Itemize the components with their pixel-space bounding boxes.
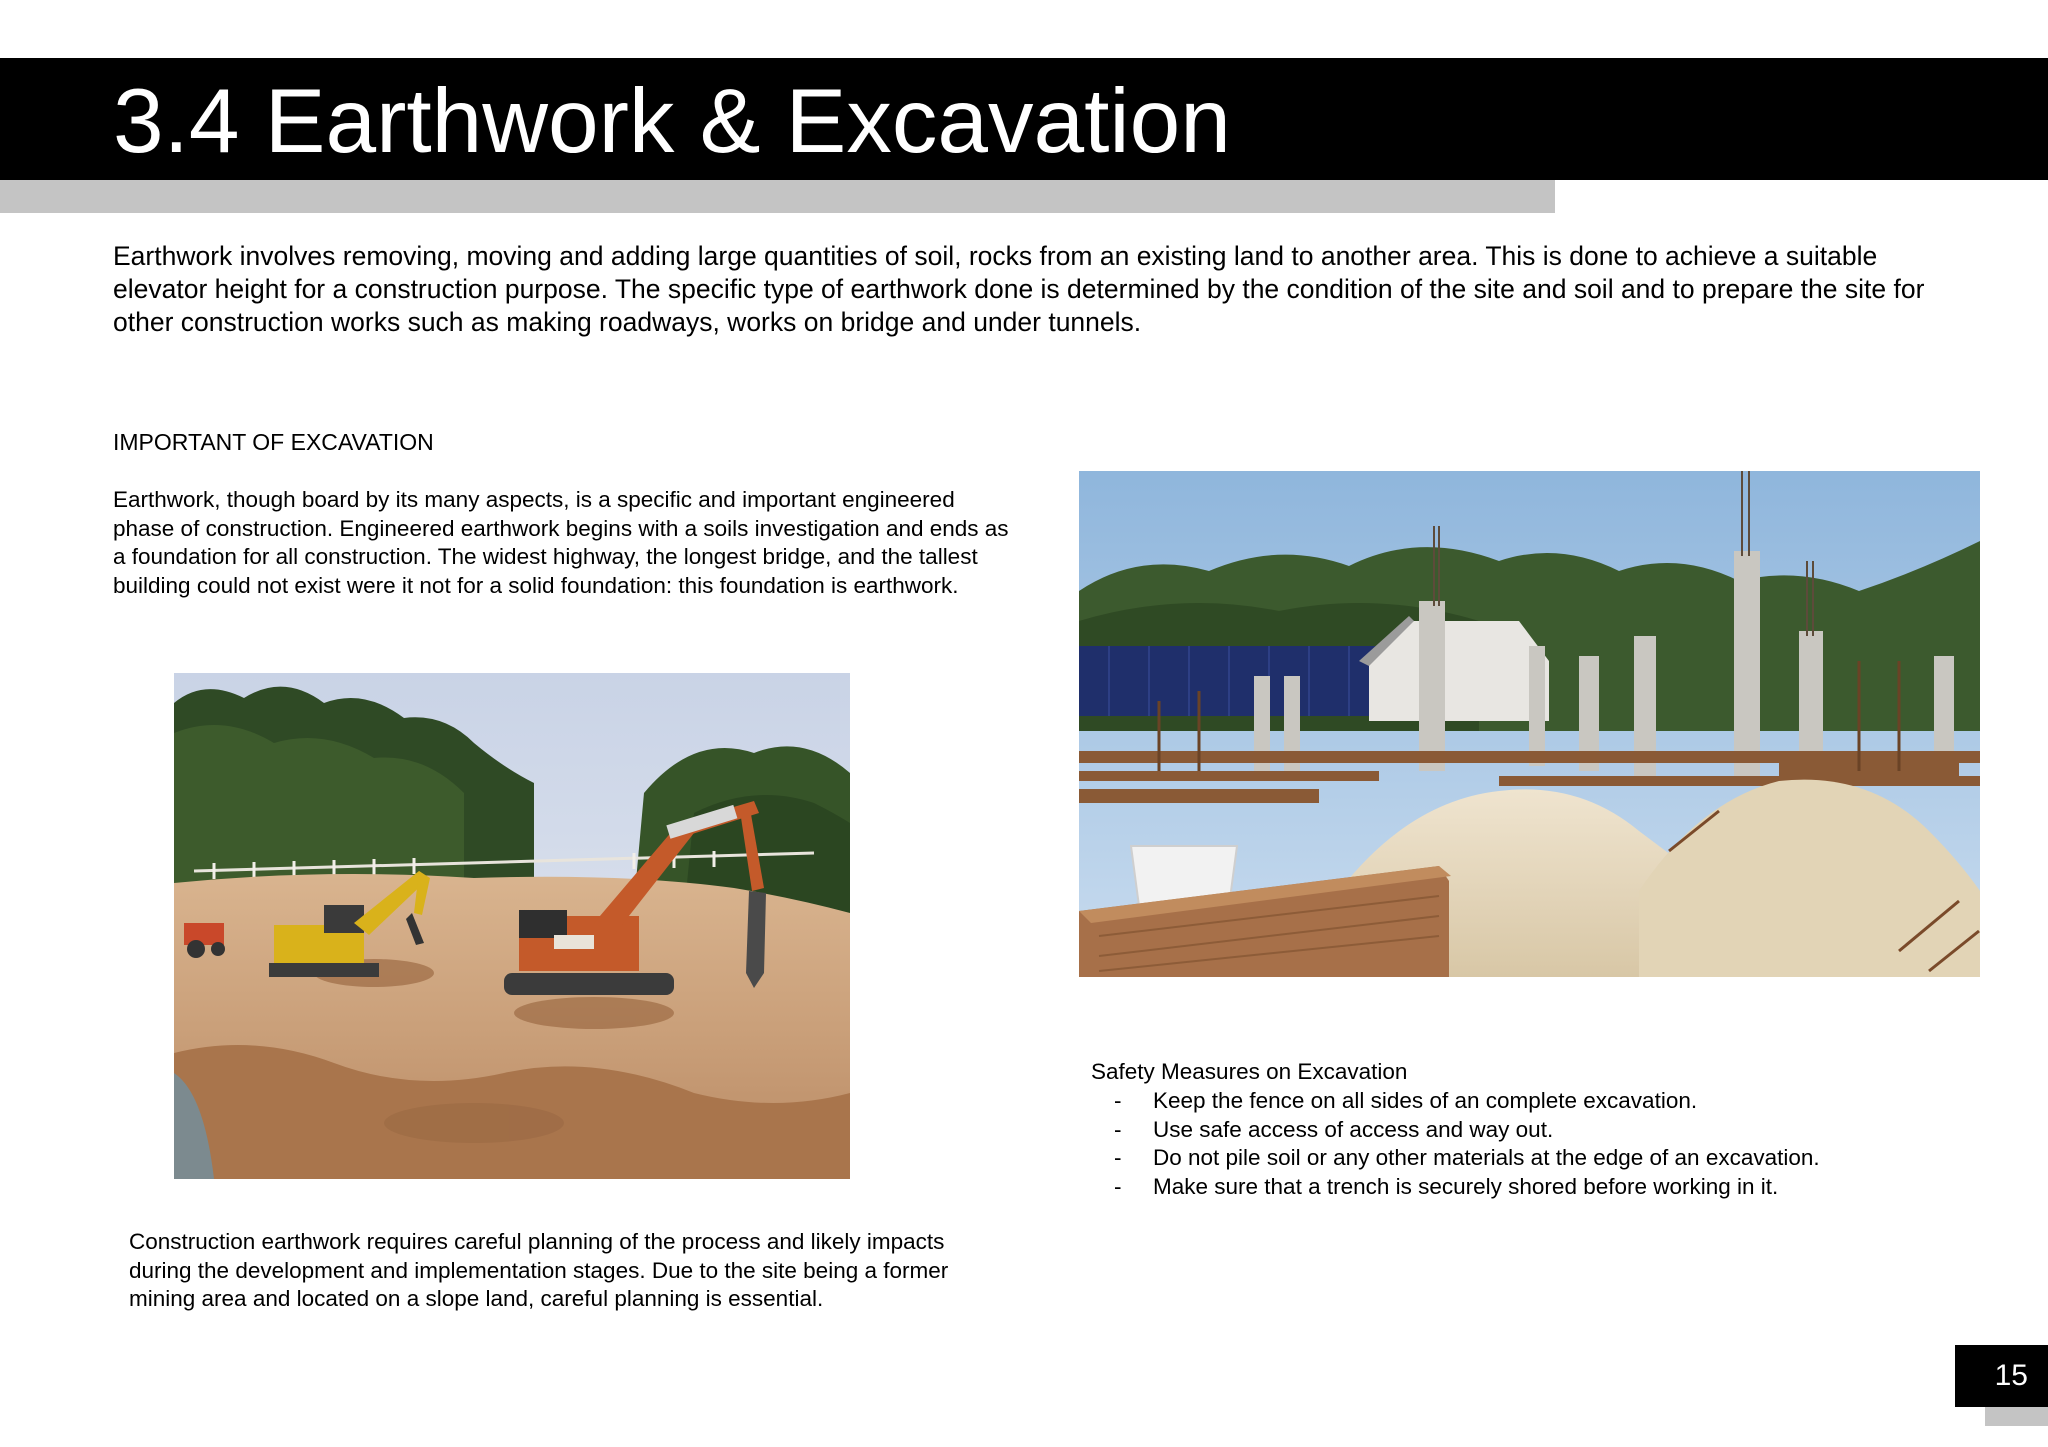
list-item <box>1091 1116 1820 1145</box>
list-item <box>1091 1144 1820 1173</box>
importance-paragraph: Earthwork, though board by its many aspects, is a specific and important engineered phase of construction. Engineered earthwork begins with a soils investigation and ends as a foundation for all construction. The widest highway, the longest bridge, and the tallest building could not exist were it not for a solid foundation: this foundation is earthwork. <box>113 487 1009 598</box>
safety-item-text: Use safe access of access and way out. <box>1153 1116 1554 1142</box>
list-bullet: - <box>1114 1088 1122 1113</box>
excavator-photo <box>174 673 850 1179</box>
list-item <box>1091 1173 1820 1202</box>
safety-list <box>1091 1087 1820 1201</box>
page-number: 15 <box>1955 1345 2048 1407</box>
safety-item-text: Make sure that a trench is securely shored before working in it. <box>1153 1173 1779 1199</box>
list-bullet: - <box>1114 1145 1122 1170</box>
title-underline <box>0 180 1555 213</box>
planning-paragraph: Construction earthwork requires careful planning of the process and likely impacts during the development and implementation stages. Due to the site being a former mining area and located on a slope land, careful planning is essential. <box>129 1229 949 1311</box>
safety-item-text: Do not pile soil or any other materials at the edge of an excavation. <box>1153 1145 1820 1170</box>
safety-heading: Safety Measures on Excavation <box>1091 1059 1408 1084</box>
intro-paragraph: Earthwork involves removing, moving and adding large quantities of soil, rocks from an existing land to another area. This is done to achieve a suitable elevator height for a construction purpose. The specific type of earthwork done is determined by the condition of the site and soil and to prepare the site for other construction works such as making roadways, works on bridge and under tunnels. <box>113 241 1925 337</box>
safety-item-text: Keep the fence on all sides of an complete excavation. <box>1153 1088 1698 1113</box>
list-bullet: - <box>1114 1173 1122 1199</box>
importance-heading: IMPORTANT OF EXCAVATION <box>113 429 434 455</box>
page-title: 3.4 Earthwork & Excavation <box>113 71 1231 172</box>
list-item <box>1091 1087 1820 1116</box>
construction-site-photo <box>1079 471 1980 977</box>
list-bullet: - <box>1114 1116 1122 1142</box>
